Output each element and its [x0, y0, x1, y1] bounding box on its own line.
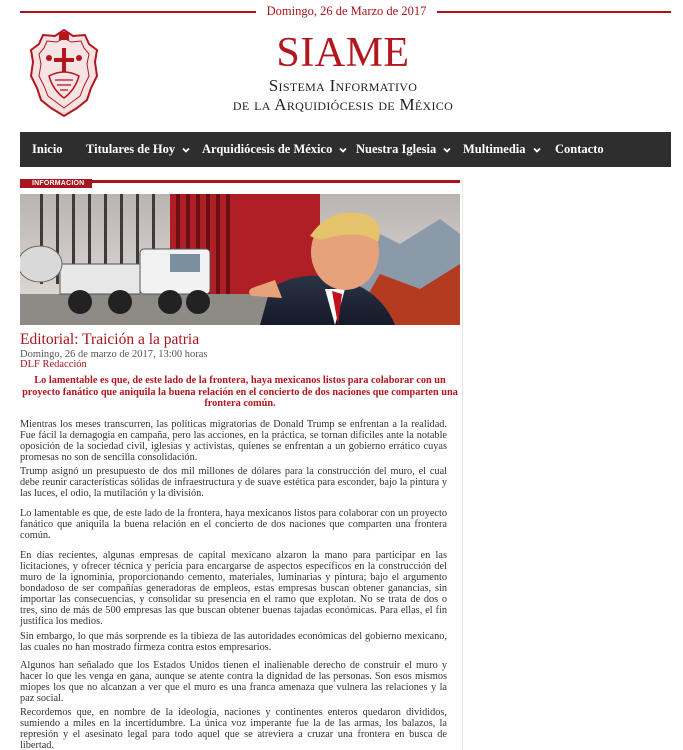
site-brand[interactable] [200, 30, 486, 114]
article-title[interactable]: Editorial: Traición a la patria [20, 331, 200, 348]
site-name: SIAME [276, 30, 410, 76]
nav-item-label: Multimedia [463, 142, 526, 156]
date-bar [20, 4, 671, 20]
date-bar-left-rule [20, 11, 256, 13]
nav-item-label: Nuestra Iglesia [356, 142, 437, 156]
chevron-down-icon [442, 145, 452, 155]
archdiocese-seal-logo[interactable] [29, 28, 99, 118]
section-tag[interactable]: INFORMACIÓN [20, 179, 92, 188]
site-subtitle-line1: Sistema Informativo [268, 76, 418, 95]
chevron-down-icon [181, 145, 191, 155]
nav-item-titulares[interactable] [86, 132, 191, 167]
nav-item-contacto[interactable] [555, 132, 604, 167]
nav-item-label: Inicio [32, 142, 63, 156]
nav-item-label: Contacto [555, 142, 604, 156]
article-paragraph: Trump asignó un presupuesto de dos mil millones de dólares para la construcción del muro, el cual debe reunir características sólidas de infraestructura y de suave estética para esconder, bajo la pintura y las luces, el odio, la mutilación y la división. [20, 466, 447, 499]
article-paragraph: Lo lamentable es que, de este lado de la frontera, haya mexicanos listos para colaborar con un proyecto fanático que aniquila la buena relación en el concierto de dos naciones que comparten una frontera común. [20, 508, 447, 541]
nav-item-nuestra-iglesia[interactable] [356, 132, 452, 167]
section-header [20, 180, 460, 189]
nav-item-multimedia[interactable] [463, 132, 542, 167]
nav-item-label: Arquidiócesis de México [202, 142, 333, 156]
article-paragraph: Recordemos que, en nombre de la ideología, naciones y continentes enteros quedaron divididos, sumiendo a miles en la incertidumbre. La única voz imperante fue la de las armas, los balazos, la represión y el asesinato legal para todo aquel que se atreviera a cruzar una frontera en busca de libertad. [20, 707, 447, 750]
nav-item-inicio[interactable] [32, 132, 63, 167]
chevron-down-icon [338, 145, 348, 155]
article-date: Domingo, 26 de marzo de 2017, 13:00 horas [20, 349, 208, 360]
article-paragraph: Algunos han señalado que los Estados Unidos tienen el inalienable derecho de construir el muro y hacer lo que les venga en gana, aunque se atente contra la dignidad de las personas. Son esos mismos miopes los que no alcanzan a ver que el muro es una franca amenaza que vulnera las relaciones y la paz social. [20, 660, 447, 704]
article-lead: Lo lamentable es que, de este lado de la frontera, haya mexicanos listos para colaborar con un proyecto fanático que aniquila la buena relación en el concierto de dos naciones que comparten una frontera común. [22, 375, 458, 409]
article-paragraph: Sin embargo, lo que más sorprende es la tibieza de las autoridades económicas del gobierno mexicano, las cuales no han mostrado firmeza contra estos empresarios. [20, 631, 447, 653]
article-hero-image [20, 194, 460, 325]
nav-item-label: Titulares de Hoy [86, 142, 176, 156]
main-nav [20, 132, 671, 167]
date-bar-right-rule [437, 11, 671, 13]
nav-item-arquidiocesis[interactable] [202, 132, 348, 167]
header-date: Domingo, 26 de Marzo de 2017 [266, 4, 427, 18]
chevron-down-icon [532, 145, 542, 155]
article-author[interactable]: DLF Redacción [20, 359, 87, 370]
site-subtitle-line2: de la Arquidiócesis de México [232, 95, 454, 114]
sidebar-divider [462, 178, 463, 750]
article-paragraph: Mientras los meses transcurren, las políticas migratorias de Donald Trump se enfrentan a la realidad. Fue fácil la demagogia en campaña, pero las acciones, en la práctica, se tornan difíciles ante la notable oposición de la sociedad civil, iglesias y activistas, quienes se enfrentan a un gobierno errático cuyas promesas no son de sencilla consolidación. [20, 419, 447, 463]
article-paragraph: En días recientes, algunas empresas de capital mexicano alzaron la mano para participar en las licitaciones, y ofrecer técnica y pericia para encargarse de aspectos específicos en la construcción del muro de la ignominia, proporcionando cemento, materiales, luminarias y pintura; bajo el argumento bondadoso de ser compañías generadoras de empleos, estas empresas buscan obtener ganancias, sin importar las consecuencias, y consolidar su presencia en el ramo que explotan. No se trata de dos o tres, sino de más de 500 empresas las que buscan obtener buenas tajadas económicas. Para ellas, el fin justifica los medios. [20, 550, 447, 627]
